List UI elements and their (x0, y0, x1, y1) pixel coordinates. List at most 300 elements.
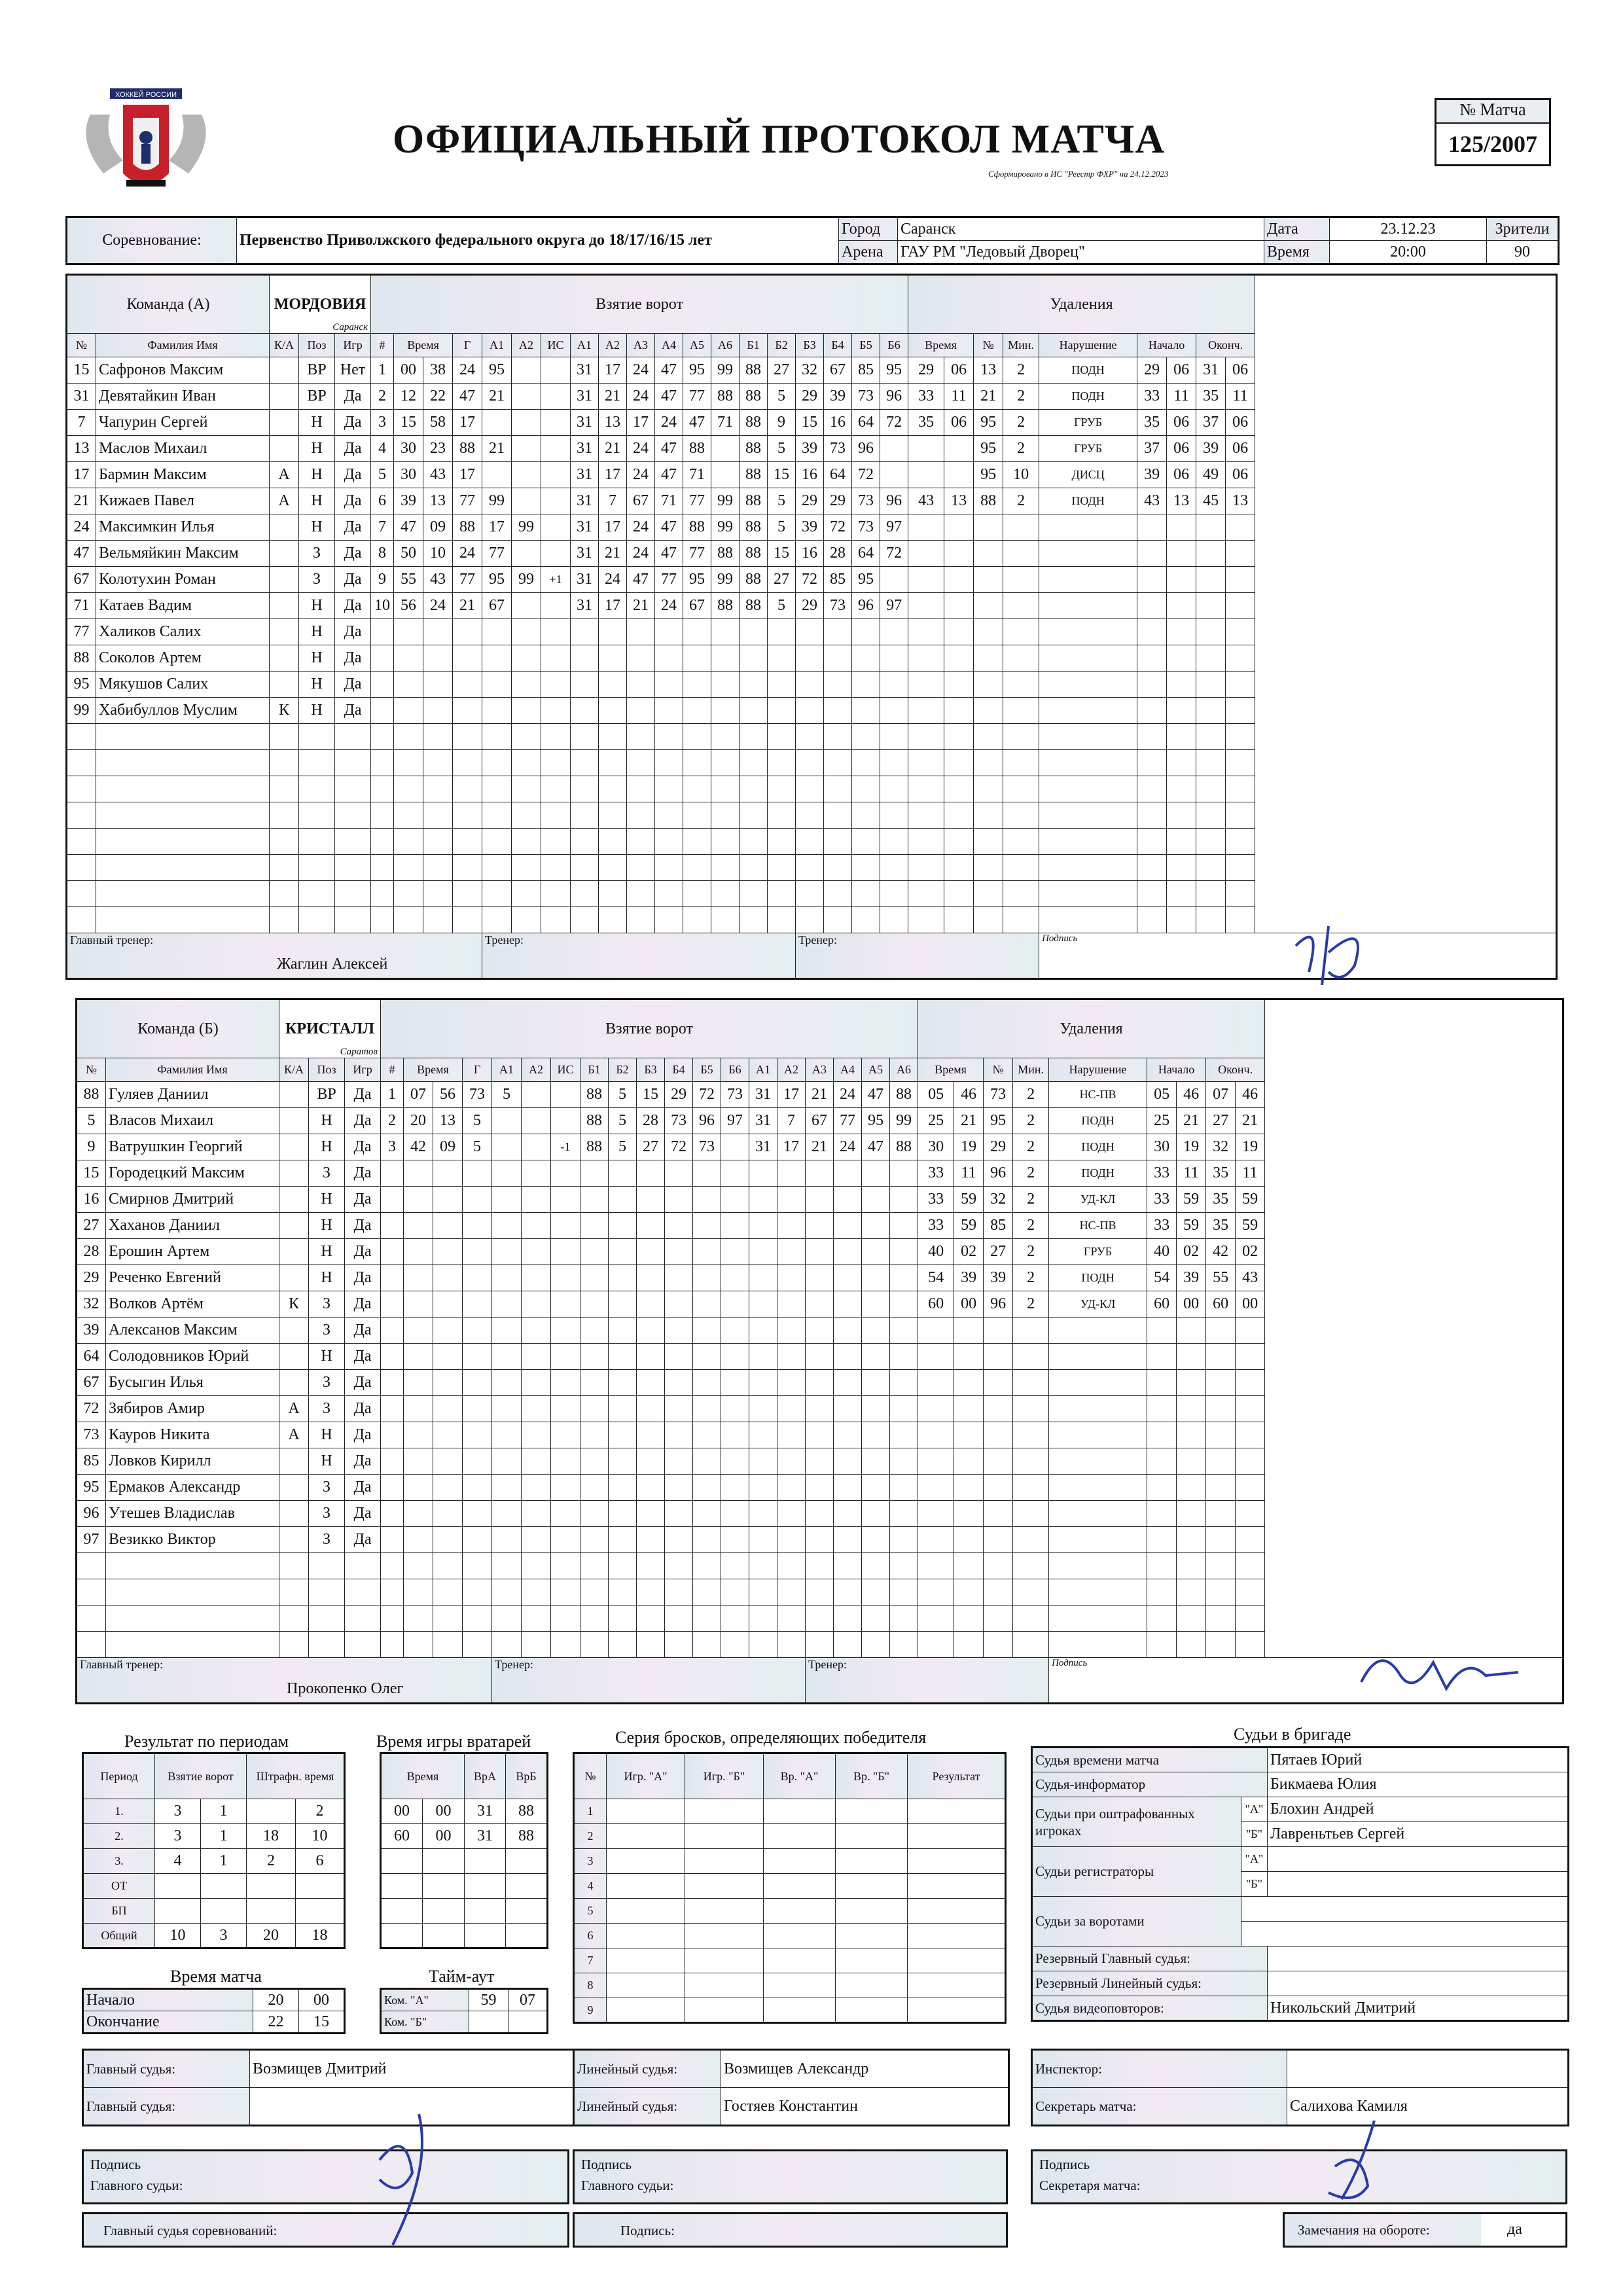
team-a-pen-end-ss (1226, 567, 1255, 593)
team-b-pen-end-mm (1206, 1553, 1236, 1579)
team-b-goal-scorer (463, 1213, 492, 1239)
team-b-goal-ice (834, 1605, 862, 1632)
team-b-row (77, 1632, 1563, 1658)
team-a-goal-is (541, 672, 571, 698)
team-b-pen-ss: 00 (954, 1291, 984, 1318)
reserve-line-value (1268, 1971, 1569, 1996)
team-b-pen-start-ss: 39 (1177, 1265, 1206, 1291)
team-a-pen-start-mm: 39 (1137, 462, 1167, 488)
team-a-pen-end-mm (1196, 698, 1226, 724)
team-a-col-name: Фамилия Имя (96, 334, 270, 357)
gk-mm: 00 (381, 1799, 423, 1824)
team-b-player-played: Да (345, 1370, 381, 1396)
team-b-pen-end-mm: 35 (1206, 1160, 1236, 1187)
team-b-goal-ice (637, 1422, 665, 1448)
shootout-row (574, 1973, 1006, 1998)
team-b-goal-scorer (463, 1632, 492, 1658)
team-a-goal-ice (740, 698, 768, 724)
linesmen-table (573, 2049, 1010, 2126)
team-b-pen-end-mm: 42 (1206, 1239, 1236, 1265)
team-a-col-scorer: Г (453, 334, 482, 357)
team-a-goal-a2 (512, 672, 541, 698)
team-a-goal-scorer: 77 (453, 567, 482, 593)
team-a-goal-ice (711, 645, 740, 672)
team-a-goal-ice (796, 881, 824, 907)
team-a-pen-ss (944, 619, 974, 645)
team-b-row (77, 1108, 1563, 1134)
team-b-goal-ice (806, 1213, 834, 1239)
team-b-goal-ice: 15 (637, 1082, 665, 1108)
team-b-row (77, 1213, 1563, 1239)
team-a-pen-end-mm: 31 (1196, 357, 1226, 384)
logo-text: ХОККЕЙ РОССИИ (115, 91, 177, 99)
team-b-pen-min: 2 (1013, 1291, 1049, 1318)
team-b-player-pos: З (309, 1396, 345, 1422)
team-a-pen-player (974, 855, 1003, 881)
team-a-pen-end-mm (1196, 593, 1226, 619)
team-a-player-played: Да (335, 672, 371, 698)
team-a-player-name: Соколов Артем (96, 645, 270, 672)
team-a-goal-ss: 10 (423, 541, 453, 567)
team-b-goal-ice: 28 (637, 1108, 665, 1134)
team-a-goal-ice (711, 776, 740, 802)
team-a-pen-ss (944, 881, 974, 907)
team-b-player-name (106, 1553, 279, 1579)
team-b-goal-ice (637, 1187, 665, 1213)
team-a-goal-a2 (512, 593, 541, 619)
team-b-player-played: Да (345, 1213, 381, 1239)
team-b-goal-ice (665, 1187, 693, 1213)
team-a-pen-mm (908, 802, 944, 829)
team-b-goal-ice (721, 1239, 749, 1265)
informer-label: Судья-информатор (1032, 1772, 1268, 1797)
team-b-goal-ice (609, 1239, 637, 1265)
team-a-goal-scorer: 77 (453, 488, 482, 514)
team-b-goal-ice (749, 1553, 777, 1579)
team-b-pen-start-mm: 33 (1147, 1187, 1177, 1213)
periods-row (83, 1849, 345, 1874)
team-a-col-pos: Поз (299, 334, 335, 357)
team-a-player-ka (270, 855, 299, 881)
gk-row (381, 1799, 548, 1824)
team-b-goal-ice (834, 1579, 862, 1605)
team-a-player-name: Вельмяйкин Максим (96, 541, 270, 567)
team-a-col-ice-1: А2 (599, 334, 627, 357)
shootout-cell (685, 1899, 764, 1924)
team-b-goal-ice (665, 1448, 693, 1475)
team-b-coach-2-cell (806, 1658, 1049, 1704)
team-b-pen-start-ss (1177, 1396, 1206, 1422)
team-a-goal-ice (655, 750, 683, 776)
team-a-pen-end-mm (1196, 750, 1226, 776)
team-b-goal-ice (777, 1370, 806, 1396)
team-b-goal-ss: 09 (433, 1134, 463, 1160)
team-b-protocol-table (75, 998, 1564, 1704)
team-b-goal-ice (862, 1448, 890, 1475)
team-b-player-name: Алексанов Максим (106, 1318, 279, 1344)
team-a-player-name (96, 802, 270, 829)
team-b-player-played: Да (345, 1501, 381, 1527)
team-a-goal-scorer: 88 (453, 436, 482, 462)
team-b-coach-1-cell (492, 1658, 806, 1704)
team-b-goal-ice (862, 1160, 890, 1187)
team-a-pen-min: 2 (1003, 357, 1039, 384)
gk-mm: 60 (381, 1824, 423, 1849)
team-a-col-a1: А1 (482, 334, 512, 357)
team-a-pen-violation: ГРУБ (1039, 410, 1137, 436)
periods-table (82, 1752, 346, 1949)
team-a-goal-ice (571, 776, 599, 802)
team-b-pen-end-mm (1206, 1605, 1236, 1632)
team-a-pen-player (974, 829, 1003, 855)
team-b-goal-ice (580, 1187, 609, 1213)
team-b-pen-player (984, 1579, 1013, 1605)
team-b-goal-ice: 17 (777, 1082, 806, 1108)
team-b-goal-no (381, 1318, 404, 1344)
team-b-goal-scorer (463, 1291, 492, 1318)
team-b-pen-min (1013, 1396, 1049, 1422)
team-a-pen-violation (1039, 829, 1137, 855)
period-pim-a: 2 (247, 1849, 296, 1874)
team-b-player-name: Ермаков Александр (106, 1475, 279, 1501)
team-a-goal-ice: 77 (683, 384, 711, 410)
team-b-goal-is (551, 1605, 580, 1632)
team-b-goal-ice (777, 1422, 806, 1448)
team-a-goal-ice (796, 619, 824, 645)
team-a-pen-mm (908, 881, 944, 907)
team-b-player-ka (279, 1475, 309, 1501)
team-b-pen-end-ss (1236, 1318, 1265, 1344)
team-a-col-pen-min: Мин. (1003, 334, 1039, 357)
team-a-goal-ice: 17 (599, 357, 627, 384)
team-a-goal-ice (852, 881, 880, 907)
periods-row (83, 1899, 345, 1924)
team-b-row (77, 1318, 1563, 1344)
team-b-goal-ice (749, 1318, 777, 1344)
hockey-russia-logo (71, 75, 221, 206)
team-b-goal-ice: 31 (749, 1082, 777, 1108)
team-a-goal-ice (852, 672, 880, 698)
main-ref-2-signature-box (573, 2149, 1008, 2204)
team-b-player-no: 9 (77, 1134, 106, 1160)
team-a-player-pos (299, 724, 335, 750)
team-b-pen-start-mm (1147, 1344, 1177, 1370)
team-b-pen-start-mm (1147, 1553, 1177, 1579)
team-a-pen-start-ss (1167, 567, 1196, 593)
team-a-goal-ss (423, 802, 453, 829)
team-a-goal-ice: 88 (740, 541, 768, 567)
team-a-goal-ice: 88 (740, 567, 768, 593)
team-b-goal-ice (693, 1239, 721, 1265)
team-a-goal-a2 (512, 357, 541, 384)
team-a-goal-ice: 88 (740, 488, 768, 514)
team-b-pen-min (1013, 1370, 1049, 1396)
team-b-player-name: Власов Михаил (106, 1108, 279, 1134)
team-a-player-played: Да (335, 384, 371, 410)
team-b-goal-ice: 73 (693, 1134, 721, 1160)
goal-judges-label: Судьи за воротами (1032, 1897, 1241, 1946)
shootout-row (574, 1849, 1006, 1874)
team-a-goal-ice (796, 907, 824, 933)
team-a-goal-ice: 31 (571, 567, 599, 593)
team-a-goal-no (371, 776, 394, 802)
team-a-pen-start-ss: 11 (1167, 384, 1196, 410)
team-b-pen-violation (1049, 1396, 1147, 1422)
team-b-goal-ice (862, 1422, 890, 1448)
team-a-player-no (67, 750, 96, 776)
sig-ref2-label-2: Главного судьи: (581, 2178, 674, 2193)
team-a-goal-ice (599, 829, 627, 855)
team-a-goal-ice (880, 855, 908, 881)
team-b-goal-mm: 42 (404, 1134, 433, 1160)
team-b-goal-a1 (492, 1108, 522, 1134)
team-a-goal-mm: 15 (394, 410, 423, 436)
team-a-player-no: 13 (67, 436, 96, 462)
team-a-goal-ss (423, 724, 453, 750)
team-a-pen-mm (908, 462, 944, 488)
team-b-goal-ice: 17 (777, 1134, 806, 1160)
sig-ref2-label-1: Подпись (581, 2157, 632, 2172)
team-b-goal-no (381, 1553, 404, 1579)
team-a-goal-ss: 09 (423, 514, 453, 541)
periods-row (83, 1799, 345, 1824)
team-a-goal-ice (740, 619, 768, 645)
team-b-goal-mm: 07 (404, 1082, 433, 1108)
team-b-goal-mm (404, 1422, 433, 1448)
team-b-col-ice-10: А5 (862, 1058, 890, 1082)
team-b-col-goal-time: Время (404, 1058, 463, 1082)
secretary-label: Секретарь матча: (1032, 2088, 1287, 2126)
team-b-goal-ice (721, 1579, 749, 1605)
team-a-goal-ice (796, 724, 824, 750)
team-a-pen-min (1003, 907, 1039, 933)
team-a-goal-ice: 39 (824, 384, 852, 410)
team-b-player-played (345, 1632, 381, 1658)
shootout-cell (685, 1799, 764, 1824)
shootout-row (574, 1899, 1006, 1924)
team-b-goal-a1 (492, 1160, 522, 1187)
team-b-pen-violation: УД-КЛ (1049, 1187, 1147, 1213)
team-b-pen-end-mm (1206, 1448, 1236, 1475)
team-a-goal-is (541, 488, 571, 514)
team-b-goal-ice (890, 1553, 918, 1579)
team-a-goal-ice (796, 776, 824, 802)
team-a-goal-is (541, 541, 571, 567)
team-b-pen-end-mm (1206, 1501, 1236, 1527)
reserve-ref-label: Резервный Главный судья: (1032, 1946, 1268, 1971)
team-a-goal-mm (394, 829, 423, 855)
shootout-cell (836, 1899, 908, 1924)
team-b-goal-ice (862, 1475, 890, 1501)
team-a-pen-end-ss (1226, 698, 1255, 724)
team-b-goal-ice (580, 1422, 609, 1448)
team-b-player-ka (279, 1187, 309, 1213)
team-a-pen-mm: 29 (908, 357, 944, 384)
team-a-goal-ice: 21 (599, 541, 627, 567)
team-b-row (77, 1605, 1563, 1632)
team-a-player-played (335, 724, 371, 750)
team-b-goal-is (551, 1448, 580, 1475)
team-a-col-a2: А2 (512, 334, 541, 357)
team-b-goal-no: 3 (381, 1134, 404, 1160)
team-a-goal-no: 3 (371, 410, 394, 436)
team-a-goal-mm (394, 698, 423, 724)
team-b-player-pos: Н (309, 1422, 345, 1448)
team-a-goal-a1 (482, 907, 512, 933)
team-b-goal-ice (806, 1239, 834, 1265)
team-a-goal-ice (852, 829, 880, 855)
team-a-goal-no: 4 (371, 436, 394, 462)
team-a-goal-ice: 73 (824, 436, 852, 462)
team-a-row (67, 724, 1557, 750)
team-a-goal-scorer: 24 (453, 541, 482, 567)
team-b-pen-end-ss: 11 (1236, 1160, 1265, 1187)
team-b-goal-ice (777, 1187, 806, 1213)
team-a-goal-ice (571, 855, 599, 881)
team-b-goal-ice (777, 1501, 806, 1527)
team-a-player-ka (270, 384, 299, 410)
team-b-goal-ice (749, 1632, 777, 1658)
team-b-player-played: Да (345, 1265, 381, 1291)
shootout-cell (908, 1824, 1006, 1849)
team-b-pen-end-ss: 59 (1236, 1213, 1265, 1239)
team-b-player-ka (279, 1318, 309, 1344)
team-a-goal-ice: 29 (824, 488, 852, 514)
team-a-player-played: Да (335, 488, 371, 514)
team-a-goal-ice: 31 (571, 357, 599, 384)
team-b-goal-ice (693, 1553, 721, 1579)
team-a-player-no: 71 (67, 593, 96, 619)
team-b-pen-end-mm: 55 (1206, 1265, 1236, 1291)
team-a-row (67, 881, 1557, 907)
team-a-goal-ice: 96 (880, 488, 908, 514)
team-b-player-no: 97 (77, 1527, 106, 1553)
team-b-pen-start-mm: 54 (1147, 1265, 1177, 1291)
team-b-pen-violation: ГРУБ (1049, 1239, 1147, 1265)
team-a-row (67, 855, 1557, 881)
team-a-player-played: Да (335, 567, 371, 593)
team-b-goal-ice (609, 1396, 637, 1422)
team-a-goal-mm (394, 802, 423, 829)
team-a-row (67, 541, 1557, 567)
team-a-coach-2-label: Тренер: (798, 933, 837, 946)
team-a-goal-ice (852, 855, 880, 881)
team-b-goal-is (551, 1527, 580, 1553)
notes-value: да (1507, 2221, 1522, 2238)
team-a-goal-ice (768, 855, 796, 881)
team-b-player-pos (309, 1605, 345, 1632)
team-a-pen-start-ss (1167, 593, 1196, 619)
team-b-player-ka (279, 1239, 309, 1265)
gk-mm (381, 1849, 423, 1874)
team-a-goal-scorer: 17 (453, 410, 482, 436)
team-a-pen-end-ss (1226, 881, 1255, 907)
team-b-goal-ice (806, 1160, 834, 1187)
team-a-goal-ice (768, 619, 796, 645)
team-b-goal-a2 (522, 1475, 551, 1501)
team-b-goal-ice (749, 1239, 777, 1265)
team-b-pen-violation (1049, 1475, 1147, 1501)
shootout-cell (607, 1948, 685, 1973)
team-b-pen-start-mm: 33 (1147, 1213, 1177, 1239)
team-a-goal-ice: 97 (880, 593, 908, 619)
team-a-player-ka: А (270, 488, 299, 514)
team-b-player-name: Зябиров Амир (106, 1396, 279, 1422)
team-a-goal-ice (655, 672, 683, 698)
team-b-pen-end-mm: 27 (1206, 1108, 1236, 1134)
team-b-pen-violation (1049, 1632, 1147, 1658)
team-a-goal-ice (655, 802, 683, 829)
team-a-goal-ice (880, 698, 908, 724)
match-number-box (1435, 98, 1551, 166)
team-a-goal-ice (740, 881, 768, 907)
team-a-goal-ice (599, 776, 627, 802)
team-b-goal-ice (580, 1448, 609, 1475)
team-b-player-pos (309, 1553, 345, 1579)
team-b-goal-ice (665, 1160, 693, 1187)
team-b-goal-ice (890, 1318, 918, 1344)
team-b-goal-ice (609, 1579, 637, 1605)
team-a-goal-ice (880, 436, 908, 462)
team-b-goal-ice (721, 1605, 749, 1632)
team-a-goal-is (541, 802, 571, 829)
team-b-pen-player: 85 (984, 1213, 1013, 1239)
team-b-goal-ice (721, 1160, 749, 1187)
arena-label: Арена (839, 241, 898, 264)
team-b-goal-ice: 31 (749, 1134, 777, 1160)
team-b-col-a1: А1 (492, 1058, 522, 1082)
team-b-pen-end-mm: 32 (1206, 1134, 1236, 1160)
team-b-player-name: Солодовников Юрий (106, 1344, 279, 1370)
team-b-goal-is: -1 (551, 1134, 580, 1160)
team-b-player-ka (279, 1213, 309, 1239)
team-a-pen-violation (1039, 907, 1137, 933)
team-b-player-no: 85 (77, 1448, 106, 1475)
team-b-goal-mm (404, 1370, 433, 1396)
team-a-pen-start-ss: 06 (1167, 436, 1196, 462)
team-a-col-pen-start: Начало (1137, 334, 1196, 357)
team-a-goal-ice (880, 776, 908, 802)
team-b-goal-ss (433, 1344, 463, 1370)
team-a-goal-ice (768, 776, 796, 802)
team-b-player-played (345, 1553, 381, 1579)
shootout-cell (764, 1849, 836, 1874)
gk-b (506, 1899, 548, 1924)
city-label: Город (839, 217, 898, 241)
video-judge-label: Судья видеоповторов: (1032, 1996, 1268, 2021)
team-a-pen-violation (1039, 619, 1137, 645)
team-a-goal-scorer: 88 (453, 514, 482, 541)
team-a-goal-ice: 64 (824, 462, 852, 488)
gk-a (465, 1899, 506, 1924)
team-a-goal-scorer: 47 (453, 384, 482, 410)
team-a-goal-ice: 85 (852, 357, 880, 384)
team-a-goal-ice: 71 (711, 410, 740, 436)
team-a-player-no: 77 (67, 619, 96, 645)
team-b-goal-ice (580, 1318, 609, 1344)
team-b-goal-scorer: 5 (463, 1108, 492, 1134)
team-a-player-no: 31 (67, 384, 96, 410)
team-b-pen-ss: 46 (954, 1082, 984, 1108)
team-b-player-ka (279, 1344, 309, 1370)
team-a-goal-ice (627, 855, 655, 881)
team-a-goal-ice: 77 (655, 567, 683, 593)
team-a-pen-end-ss: 11 (1226, 384, 1255, 410)
team-a-goal-ss (423, 645, 453, 672)
team-a-goal-ice: 88 (740, 410, 768, 436)
team-b-goal-ice (665, 1239, 693, 1265)
period-goals-b: 1 (201, 1824, 247, 1849)
